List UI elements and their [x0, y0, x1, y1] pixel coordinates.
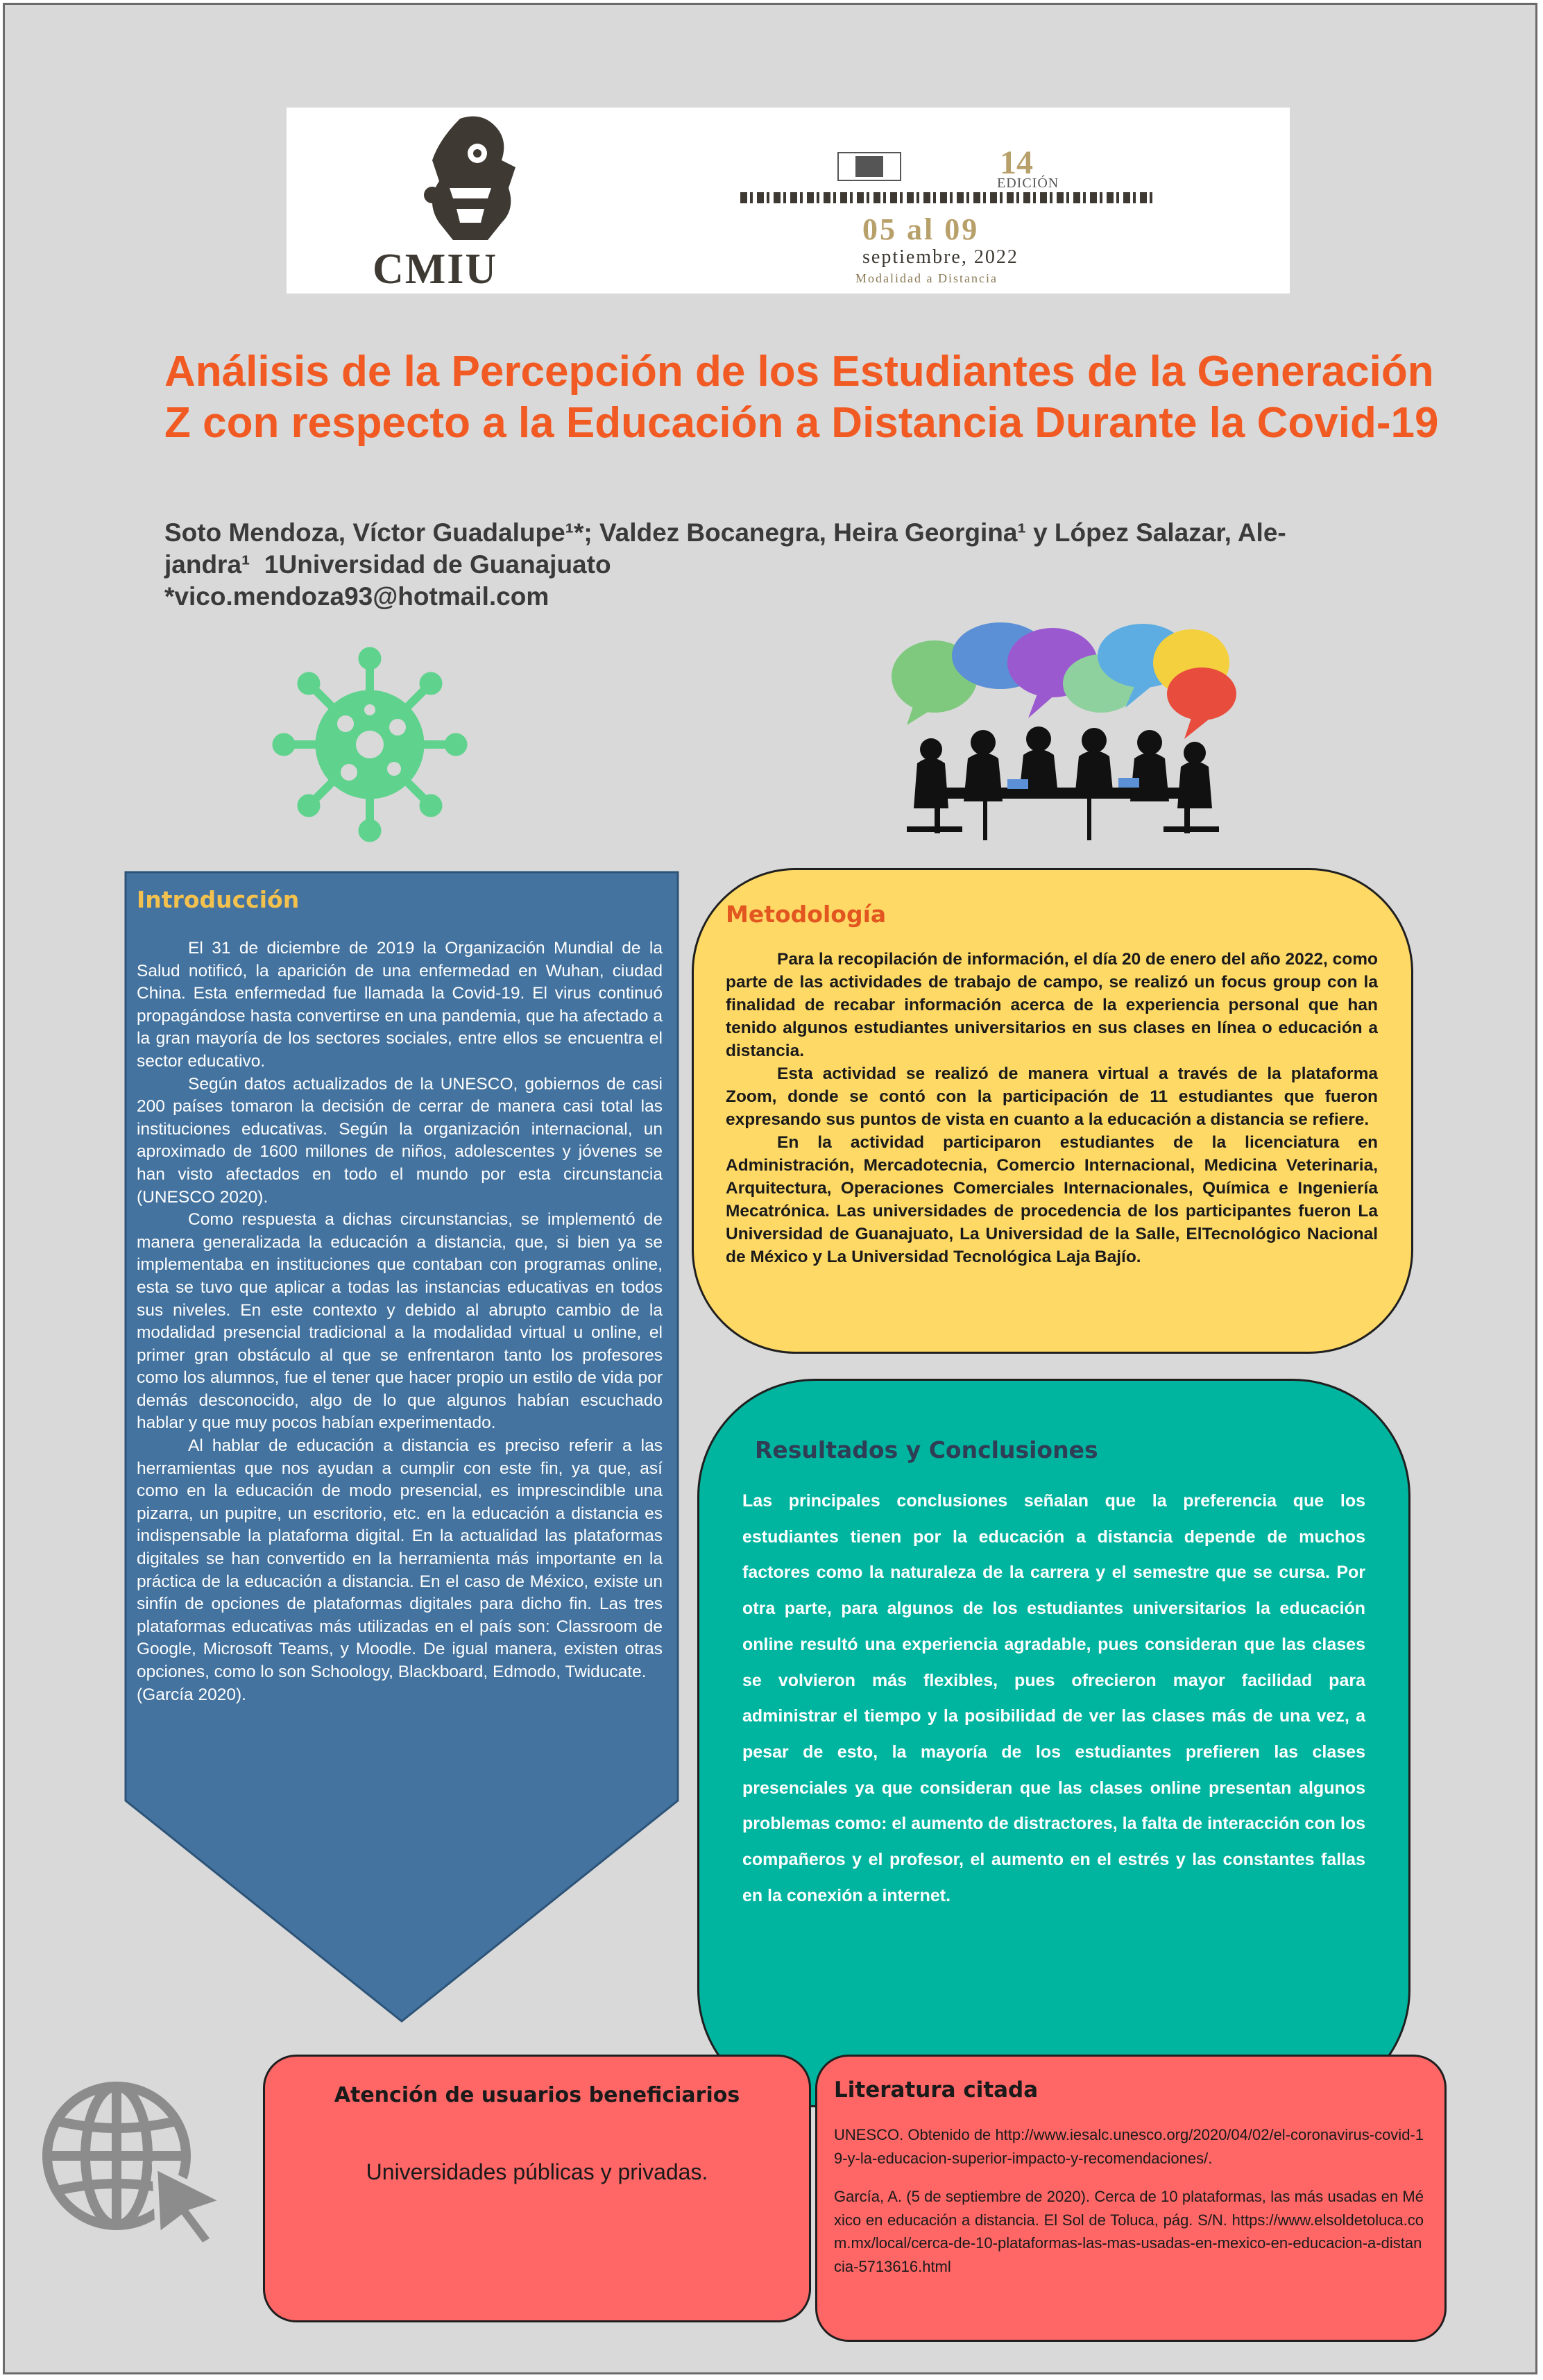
metodologia-paragraph: Esta actividad se realizó de manera virtual a través de la plataforma Zoom, donde se contó con la participación de 11 estudiantes que fueron expresando sus puntos de vista en cuanto a la educación a distancia se refiere.	[726, 1064, 1378, 1129]
literatura-references	[834, 2123, 1424, 2293]
introduccion-paragraph: Al hablar de educación a distancia es preciso referir a las herramientas que nos ayudan a cumplir con este fin, ya que, así como en la educación de modo presencial, es imprescindible una pizarra, un pupitre, un escritorio, etc. en la educación a distancia es indispensable la plataforma digital. En la actualidad las plataformas digitales se han convertido en la herramienta más importante en la práctica de la educación a distancia. En el caso de México, existe un sinfín de opciones de plataformas digitales para dicho fin. Las tres plataformas educativas más utilizadas en el país son: Classroom de Google, Microsoft Teams, y Moodle. De igual manera, existen otras opciones, como lo son Schoology, Blackboard, Edmodo, Twiducate.	[137, 1436, 663, 1681]
introduccion-citation: (García 2020).	[137, 1685, 246, 1704]
metodologia-heading: Metodología	[726, 901, 887, 928]
mayan-glyph-logo	[418, 112, 522, 244]
reference-item: García, A. (5 de septiembre de 2020). Cerca de 10 plataformas, las más usadas en México en educación a distancia. El Sol de Toluca, pág. S/N. https://www.elsoldetoluca.com.mx/local/cerca-de-10-plataformas-las-mas-usadas-en-mexico-en-educacion-a-distancia-5713616.html	[834, 2188, 1424, 2275]
metodologia-paragraph: En la actividad participaron estudiantes de la licenciatura en Administración, Mercadotecnia, Comercio Internacional, Medicina Veterinaria, Arquitectura, Operaciones Comerciales Internacionales, Química e Ingeniería Mecatrónica. Las universidades de procedencia de los participantes fueron La Universidad de Guanajuato, La Universidad de la Salle, ElTecnológico Nacional de México y La Universidad Tecnológica Laja Bajío.	[726, 1133, 1378, 1266]
introduccion-paragraph: El 31 de diciembre de 2019 la Organización Mundial de la Salud notificó, la aparición de una enfermedad en Wuhan, ciudad China. Esta enfermedad fue llamada la Covid-19. El virus continuó propagándose hasta convertirse en una pandemia, que ha afectado a la gran mayoría de los sectores sociales, entre ellos se encuentra el sector educativo.	[137, 939, 663, 1071]
authors-affiliation: jandra¹ 1Universidad de Guanajuato	[164, 550, 611, 579]
focus-group-illustration	[879, 621, 1240, 846]
introduccion-section	[124, 871, 679, 2023]
resultados-section	[697, 1379, 1410, 2107]
poster-title: Análisis de la Percepción de los Estudiantes de la Generación Z con respecto a la Educación a Distancia Durante la Covid-19	[164, 348, 1439, 447]
event-month: septiembre, 2022	[862, 246, 1018, 268]
introduccion-paragraph: Como respuesta a dichas circunstancias, se implementó de manera generalizada la educación a distancia, que, si bien ya se implementaba en instituciones que contaban con programas online, esta se tuvo que aplicar a todas las instancias educativas en todos sus niveles. En este contexto y debido al abrupto cambio de la modalidad presencial tradicional a la modalidad virtual u online, el primer gran obstáculo al que se enfrentaron tanto los profesores como los alumnos, fue el tener que hacer propio un estilo de vida por demás desconocido, algo de lo que algunos habían escuchado hablar y que muy pocos habían experimentado.	[137, 1210, 663, 1433]
atencion-body: Universidades públicas y privadas.	[366, 2159, 708, 2184]
literatura-heading: Literatura citada	[834, 2077, 1039, 2102]
event-dates: 05 al 09	[862, 212, 980, 246]
authors-block	[164, 517, 1448, 613]
metodologia-body	[726, 948, 1378, 1268]
reference-item: UNESCO. Obtenido de http://www.iesalc.unesco.org/2020/04/02/el-coronavirus-covid-19-y-la-educacion-superior-impacto-y-recomendaciones/.	[834, 2126, 1424, 2167]
conference-banner	[287, 108, 1290, 294]
introduccion-heading: Introducción	[137, 886, 300, 913]
edition-number: 14	[1000, 144, 1033, 181]
author-email: *vico.mendoza93@hotmail.com	[164, 582, 549, 611]
metodologia-section	[692, 868, 1413, 1354]
university-seal-icon	[835, 149, 904, 184]
edition-label: EDICIÓN	[997, 176, 1059, 191]
metodologia-paragraph: Para la recopilación de información, el día 20 de enero del año 2022, como parte de las actividades de trabajo de campo, se realizó un focus group con la finalidad de recabar información acerca de la experiencia personal que han tenido algunos estudiantes universitarios en sus clases en línea o educación a distancia.	[726, 950, 1378, 1060]
resultados-heading: Resultados y Conclusiones	[755, 1436, 1098, 1463]
greek-key-divider	[740, 192, 1157, 203]
resultados-body: Las principales conclusiones señalan que la preferencia que los estudiantes tienen por la educación a distancia depende de muchos factores como la naturaleza de la carrera y el semestre que se cursa. Por otra parte, para algunos de los estudiantes universitarios la educación online resultó una experiencia agradable, pues consideran que las clases se volvieron más flexibles, pues ofrecieron mayor facilidad para administrar el tiempo y la posibilidad de ver las clases más de una vez, a pesar de esto, la mayoría de los estudiantes prefieren las clases presenciales ya que consideran que las clases online presentan algunos problemas como: el aumento de distractores, la falta de interacción con los compañeros y el profesor, el aumento en el estrés y las constantes fallas en la conexión a internet.	[742, 1491, 1365, 1905]
atencion-section	[263, 2055, 811, 2322]
cmiu-logo-text: CMIU	[373, 246, 498, 293]
poster	[3, 3, 1537, 2374]
introduccion-paragraph: Según datos actualizados de la UNESCO, gobiernos de casi 200 países tomaron la decisión de cerrar de manera casi total las instituciones educativas. Según la organización internacional, un aproximado de 1600 millones de niños, adolescentes y jóvenes se han visto afectados en todo el mundo por esta circunstancia (UNESCO 2020).	[137, 1074, 663, 1207]
event-modality: Modalidad a Distancia	[855, 271, 998, 285]
globe-cursor-icon	[30, 2073, 238, 2246]
authors-line: Soto Mendoza, Víctor Guadalupe¹*; Valdez Bocanegra, Heira Georgina¹ y López Salazar, Ale-	[164, 518, 1286, 547]
literatura-section	[815, 2055, 1447, 2342]
introduccion-body	[137, 937, 663, 1706]
virus-icon	[266, 640, 474, 849]
atencion-heading: Atención de usuarios beneficiarios	[334, 2083, 740, 2107]
